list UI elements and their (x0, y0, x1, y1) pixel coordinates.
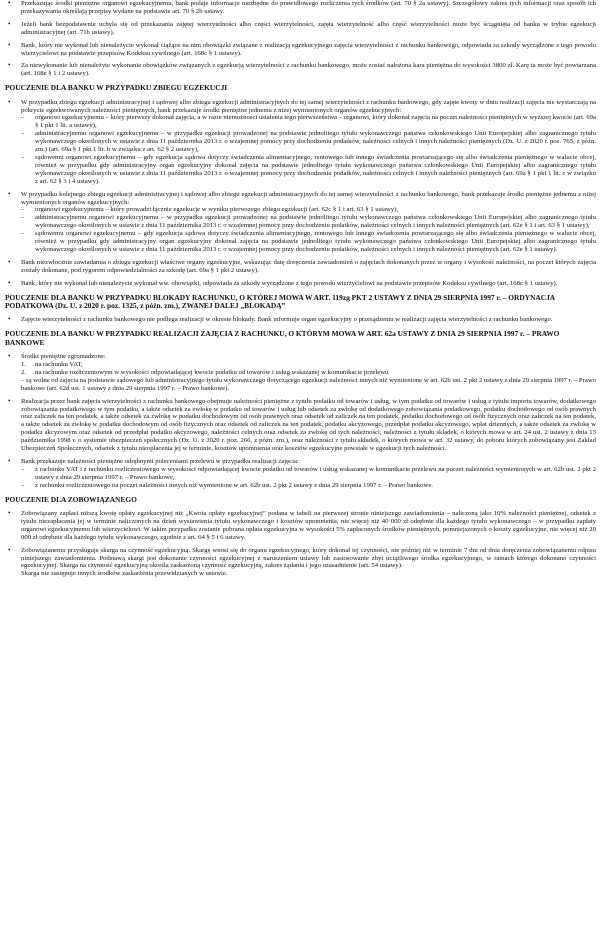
bullet-funds-exempt (5, 353, 596, 393)
bullet-civil-liability: • Bank, który nie wykonał lub nienależycie wykonał ww. obowiązki, odpowiada za szkody wyrządzone z tego powodu wierzycielowi na podstawie przepisów Kodeksu cywilnego (art. 168c § 1 ustawy). (5, 280, 596, 288)
bullet-notify-organs: • Bank niezwłocznie zawiadamia o zbiegu egzekucji właściwe organy egzekucyjne, wskazując datę doręczenia zawiadomień o zajęciach dokonanych przez te organy i wysokość należności, na poczet których zajęcia zostały dokonane, pod rygorem odpowiedzialności za szkodę (art. 69a § 1 pkt 2 ustawy). (5, 259, 596, 275)
bullet-lower-fee: • Zobowiązany zapłaci niższą kwotę opłaty egzekucyjnej niż „Kwota opłaty egzekucyjnej” podana w tabeli na pierwszej stronie niniejszego zawiadomienia – naliczoną jako 10% należności pieniężnej, odsetek z tytułu niezapłacenia jej w terminie naliczonych na dzień wystawienia tytułu wykonawczego i kosztów upomnienia, nie więcej niż 40 000 zł odrębnie dla każdego tytułu wykonawczego – w przypadku zapłaty organowi egzekucyjnemu lub wierzycielowi. W takim przypadku zostanie pobrana opłata egzekucyjna w wysokości 5% zapłaconych środków pieniężnych, pomniejszonych o koszty egzekucyjne, nie więcej niż 20 000 zł odrębnie dla każdego tytułu wykonawczego, zgodnie z art. 64 § 5 i 6 ustawy. (5, 510, 596, 542)
paragraph: • Bank przekazuje należności pieniężne odrębnymi poleceniami przelewu w przypadku realizacji zajęcia: (21, 458, 299, 465)
heading-banking-law: POUCZENIE DLA BANKU W PRZYPADKU REALIZACJI ZAJĘCIA Z RACHUNKU, O KTÓRYM MOWA W ART. 62a USTAWY Z DNIA 29 SIERPNIA 1997 r. – PRAWO BANKOWE (5, 329, 560, 347)
paragraph: – są wolne od zajęcia na podstawie sądowego lub administracyjnego tytułu wykonawczego dotyczącego egzekucji należności innych niż wymienione w art. 62b ust. 2 pkt 2 ustawy z dnia 29 sierpnia 1997 r. – Prawo bankowe (art. 62d ust. 1 ustawy z dnia 29 sierpnia 1997 r. – Prawo bankowe). (21, 376, 596, 392)
dash-item: – organowi egzekucyjnemu – który prowadzi łącznie egzekucje w wyniku pierwszego zbiegu egzekucji (art. 62c § 1 i art. 63 § 1 ustawy), (21, 206, 596, 214)
bullet-claims-covered: • Realizacja przez bank zajęcia wierzytelności z rachunku bankowego obejmuje należności pieniężne z tytułu podatku od towarów i usług, w tym podatku od towarów i usług z tytułu importu towarów, dodatkowego zobowiązania podatkowego w tym podatku, a także odsetek za zwłokę w podatku od towarów i usług lub odsetek za zwłokę od dodatkowego zobowiązania podatkowego, podatku dochodowego od osób prawnych oraz zaliczek na ten podatek, a także odsetek za zwłokę w podatku dochodowym od osób prawnych oraz odsetek od zaliczek na ten podatek, podatku dochodowego od osób fizycznych oraz zaliczek na ten podatek, a także odsetek za zwłokę w podatku dochodowym od osób fizycznych oraz odsetek od zaliczek na ten podatek, podatku akcyzowego, przedpłat podatku akcyzowego, wpłat dziennych, a także odsetek za zwłokę w podatku akcyzowym oraz odsetek od przedpłat podatku akcyzowego, należności celnych oraz odsetek za zwłokę od tych należności, należności z tytułu składek, o których mowa w art. 24 ust. 2 ustawy z dnia 13 października 1998 r. o systemie ubezpieczeń społecznych (Dz. U. z 2020 r. poz. 266, z późn. zm.), oraz należności z tytułu składek, o których mowa w art. 32 ustawy, do poboru których zobowiązany jest Zakład Ubezpieczeń Społecznych, odsetek z tytułu nieopłacenia jej w terminie, kosztów upomnienia oraz kosztów egzekucyjne powstałe w egzekucji tych należności. (5, 398, 596, 453)
bullet-bank-liability: • Bank, który nie wykonał lub nienależycie wykonał ciążące na nim obowiązki związane z realizacją egzekucyjnego zajęcia wierzytelności z rachunku bankowego, odpowiada za szkody wyrządzone z tego powodu wierzycielowi na podstawie przepisów Kodeksu cywilnego (art. 168c § 1 ustawy). (5, 42, 596, 58)
bullet-penalty: • Za niewykonanie lub nienależyte wykonanie obowiązków związanych z egzekucją wierzytelności z rachunku bankowego, może zostać nałożona kara pieniężna do wysokości 3800 zł. Karę ta może być powtarzana (art. 168e § 1 i 2 ustawy). (5, 62, 596, 78)
bullet-unjustified-refusal: • Jeżeli bank bezpodstawnie uchyla się od przekazania zajętej wierzytelności albo części wierzytelności, zajęta wierzytelność albo część wierzytelności może być ściągnięta od banku w trybie egzekucji administracyjnej (art. 71b ustawy). (5, 21, 596, 37)
bullet-concurrence-next (5, 191, 596, 254)
dash-item: – organowi egzekucyjnemu – który pierwszy dokonał zajęcia, a w razie niemożności ustalenia tego pierwszeństwa – organowi, który dokonał zajęcia na poczet należności pieniężnych w wyższej kwocie (art. 69a § 1 pkt 1 lit. a ustawy), (21, 114, 596, 130)
bullet-concurrence-first (5, 99, 596, 186)
paragraph: • W przypadku zbiegu egzekucji administracyjnej i sądowej albo zbiegu egzekucji administracyjnych do tej samej wierzytelności z rachunku bankowego, gdy zajęte kwoty w dniu realizacji zajęcia nie wystarczają na pokrycie egzekwowanych należności pieniężnych, bank przekazuje środki pieniężne jednemu z niżej wymienionych organów egzekucyjnych: (21, 98, 596, 114)
dash-item: – z rachunku VAT i z rachunku rozliczeniowego w wysokości odpowiadającej kwocie podatku od towarów i usług wskazanej w komunikacie przelewu na poczet należności wymienionych w art. 62b ust. 2 pkt 2 ustawy z dnia 29 sierpnia 1997 r. – Prawo bankowe, (21, 466, 596, 482)
dash-item: – sądowemu organowi egzekucyjnemu – gdy egzekucja sądowa dotyczy świadczenia alimentacyjnego, rentowego lub innego świadczenia powtarzającego się albo świadczenia pieniężnego w walucie obcej, również w przypadku gdy administracyjny organ egzekucyjny dokonał zajęcia na podstawie jednolitego tytułu wykonawczego państwa członkowskiego Unii Europejskiej albo zagranicznego tytułu wykonawczego określonych w ustawie z dnia 11 października 2013 r. o wzajemnej pomocy przy dochodzeniu podatków, należności celnych i innych należności pieniężnych (art. 62e § 1 ustawy). (21, 230, 596, 254)
paragraph: • Środki pieniężne zgromadzone: (21, 353, 106, 361)
item-text: na rachunku VAT, (35, 361, 83, 369)
document (5, 0, 596, 583)
paragraph: • W przypadku kolejnego zbiegu egzekucji administracyjnej i sądowej albo zbiegu egzekucji administracyjnych do tej samej wierzytelności z rachunku bankowego, bank przekazuje środki pieniężne jednemu z niżej wymienionych organów egzekucyjnych: (21, 190, 596, 206)
paragraph: • Zobowiązanemu przysługuje skarga na czynność egzekucyjną. Skargę wnosi się do organu egzekucyjnego, który dokonał tej czynności, nie później niż w terminie 7 dni od dnia doręczenia zobowiązanemu odpisu niniejszego zawiadomienia. Podstawą skargi jest dokonanie czynności egzekucyjnej z naruszeniem ustawy lub zastosowanie zbyt uciążliwego środka egzekucyjnego, w ramach którego dokonano czynności egzekucyjnej. Skarga na czynność egzekucyjną określa zaskarżoną czynność egzekucyjną, zakres żądania i jego uzasadnienie (art. 54 ustawy). (21, 546, 596, 570)
paragraph: Skarga nie zastępuje innych środków zaskarżenia przewidzianych w ustawie. (21, 570, 228, 578)
numbered-item (21, 361, 596, 369)
dash-item: – administracyjnemu organowi egzekucyjnemu – w przypadku egzekucji prowadzonej na podstawie jednolitego tytułu wykonawczego państwa członkowskiego Unii Europejskiej albo zagranicznego tytułu wykonawczego określonych w ustawie z dnia 11 października 2013 r. o wzajemnej pomocy przy dochodzeniu podatków, należności celnych i innych należności pieniężnych (art. 62e § 1 i art. 63 § 1 ustawy), (21, 214, 596, 230)
bullet-payment-info: • Przekazując środki pieniężne organowi egzekucyjnemu, bank podaje informacje niezbędne do prawidłowego rozliczenia tych środków (art. 70 § 2a ustawy). Szczegółowy zakres tych informacji oraz sposób ich przekazywania określają przepisy wydane na podstawie art. 70 § 2b ustawy. (5, 0, 596, 16)
item-text: na rachunku rozliczeniowym w wysokości odpowiadającej kwocie podatku od towarów i usług wskazanej w komunikacie przelewu (35, 368, 389, 376)
item-number: 2. (21, 368, 27, 376)
dash-item: – sądowemu organowi egzekucyjnemu – gdy egzekucja sądowa dotyczy świadczenia alimentacyjnego, rentowego lub innego świadczenia powtarzającego się albo świadczenia pieniężnego w walucie obcej, również w przypadku gdy administracyjny organ egzekucyjny dokonał zajęcia na podstawie jednolitego tytułu wykonawczego państwa członkowskiego Unii Europejskiej albo zagranicznego tytułu wykonawczego określonych w ustawie z dnia 11 października 2013 r. o wzajemnej pomocy przy dochodzeniu podatków, należności celnych i innych należności pieniężnych (art. 69a § 1 pkt 1 lit. c w związku z art. 62 § 3 i 4 ustawy). (21, 154, 596, 186)
bullet-separate-transfers (5, 458, 596, 490)
heading-account-blockade: POUCZENIE DLA BANKU W PRZYPADKU BLOKADY RACHUNKU, O KTÓREJ MOWA W ART. 119zg PKT 2 USTAWY Z DNIA 29 SIERPNIA 1997 r. – ORDYNACJA PODATKOWA (Dz. U. z 2020 r. poz. 1325, z późn. zm.), ZWANEJ DALEJ „BLOKADĄ” (5, 292, 555, 310)
item-number: 1. (21, 361, 27, 369)
heading-enforcement-concurrence: POUCZENIE DLA BANKU W PRZYPADKU ZBIEGU EGZEKUCJI (5, 83, 228, 93)
bullet-blockade: • Zajęcie wierzytelności z rachunku bankowego nie podlega realizacji w okresie blokady. Bank informuje organ egzekucyjny o przesądzeniu w realizacji zajęcia wierzytelności z rachunku bankowego. (5, 316, 596, 324)
bullet-complaint (5, 547, 596, 579)
dash-item: – administracyjnemu organowi egzekucyjnemu – w przypadku egzekucji prowadzonej na podstawie jednolitego tytułu wykonawczego państwa członkowskiego Unii Europejskiej albo zagranicznego tytułu wykonawczego określonych w ustawie z dnia 11 października 2013 r. o wzajemnej pomocy przy dochodzeniu podatków, należności celnych i innych należności pieniężnych (Dz. U. z 2020 r. poz. 765, z późn. zm.) (art. 69a § 1 pkt 1 lit. b w związku z art. 62 § 2 ustawy), (21, 130, 596, 154)
heading-obligor: POUCZENIE DLA ZOBOWIĄZANEGO (5, 494, 137, 504)
dash-item: – z rachunku rozliczeniowego na poczet należności innych niż wymienione w art. 62b ust. 2 pkt 2 ustawy z dnia 29 sierpnia 1997 r. – Prawo bankowe. (21, 482, 596, 490)
numbered-item (21, 369, 596, 377)
